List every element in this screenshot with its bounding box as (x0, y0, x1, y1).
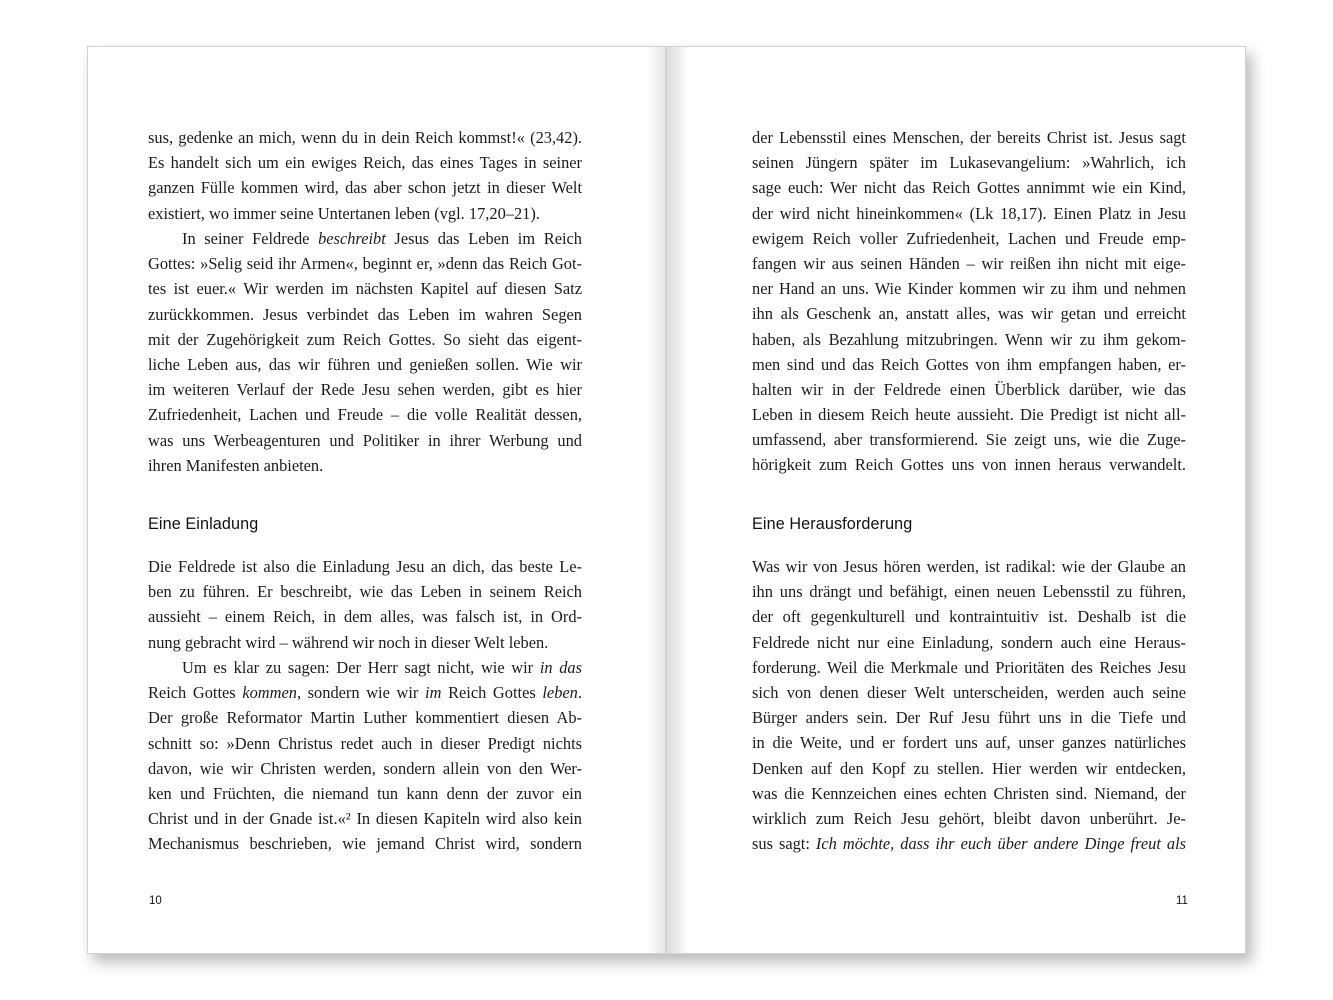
text-line: Feldrede nicht nur eine Einladung, sondern auch eine Heraus- (752, 632, 1186, 652)
text-line: Die Feldrede ist also die Einladung Jesu an dich, das beste Le- (148, 557, 582, 576)
text-line: der Lebensstil eines Menschen, der bereits Christ ist. Jesus sagt (752, 128, 1186, 147)
text-line: Christ und in der Gnade ist.«² In diesen Kapiteln wird also kein (148, 809, 582, 829)
text-line: der oft gegenkulturell und kontraintuitiv ist. Deshalb ist die (752, 607, 1186, 627)
text-line: Um es klar zu sagen: Der Herr sagt nicht, wie wir in das (182, 658, 582, 677)
text-line: In seiner Feldrede beschreibt Jesus das Leben im Reich (182, 229, 582, 248)
text-line: Leben in diesem Reich heute aussieht. Die Predigt ist nicht all- (752, 405, 1186, 425)
left-paragraph-1 (148, 125, 582, 226)
text-line: was uns Werbeagenturen und Politiker in ihrer Werbung und (148, 430, 582, 450)
text-line: ken und Früchten, die niemand tun kann denn der zuvor ein (148, 783, 582, 803)
right-paragraph-2 (752, 554, 1186, 856)
text-line: ihren Manifesten anbieten. (148, 455, 324, 475)
text-line: Es handelt sich um ein ewiges Reich, das eines Tages in seiner (148, 153, 582, 173)
text-line: Denken auf den Kopf zu stellen. Hier werden wir entdecken, (752, 758, 1186, 778)
text-line: hörigkeit zum Reich Gottes uns von innen heraus verwandelt. (752, 455, 1186, 475)
text-line: ner Hand an uns. Wie Kinder kommen wir zu ihm und nehmen (752, 279, 1186, 299)
text-line: Zufriedenheit, Lachen und Freude – die volle Realität dessen, (148, 405, 582, 425)
text-line: sus, gedenke an mich, wenn du in dein Reich kommst!« (23,42). (148, 128, 582, 147)
left-paragraph-3 (148, 554, 582, 655)
text-line: sage euch: Wer nicht das Reich Gottes annimmt wie ein Kind, (752, 178, 1186, 198)
text-line: aussieht – einem Reich, in dem alles, was falsch ist, in Ord- (148, 607, 582, 627)
text-line: Gottes: »Selig seid ihr Armen«, beginnt er, »denn das Reich Got- (148, 254, 582, 274)
text-line: davon, wie wir Christen werden, sondern allein von den Wer- (148, 758, 582, 778)
text-line: mit der Zugehörigkeit zum Reich Gottes. So sieht das eigent- (148, 329, 582, 349)
text-line: Mechanismus beschrieben, wie jemand Christ wird, sondern (148, 834, 582, 854)
text-line: fangen wir aus seinen Händen – wir reißen ihn nicht mit eige- (752, 253, 1186, 273)
gutter-shadow (647, 47, 665, 953)
text-line: ihn uns drängt und befähigt, einen neuen Lebensstil zu führen, (752, 582, 1186, 602)
text-line: haben, als Bezahlung mitzubringen. Wenn wir zu ihm gekom- (752, 329, 1186, 349)
text-line: Was wir von Jesus hören werden, ist radikal: wie der Glaube an (752, 557, 1186, 576)
text-line: zurückkommen. Jesus verbindet das Leben im wahren Segen (148, 304, 582, 324)
left-paragraph-2 (148, 226, 582, 478)
page-number-right: 11 (1176, 895, 1188, 907)
text-line: ben zu führen. Er beschreibt, wie das Leben in seinem Reich (148, 582, 582, 602)
right-paragraph-1 (752, 125, 1186, 478)
text-line: wirklich zum Reich Jesu gehört, bleibt davon unberührt. Je- (752, 808, 1186, 828)
text-line: Der große Reformator Martin Luther kommentiert diesen Ab- (148, 708, 582, 728)
text-line: umfassend, aber transformierend. Sie zeigt uns, wie die Zuge- (752, 430, 1186, 450)
text-line: im weiteren Verlauf der Rede Jesu sehen werden, gibt es hier (148, 380, 582, 400)
text-line: liche Leben aus, das wir führen und genießen sollen. Wie wir (148, 354, 582, 374)
text-line: nung gebracht wird – während wir noch in dieser Welt leben. (148, 632, 549, 652)
text-line: seinen Jüngern später im Lukasevangelium: »Wahrlich, ich (752, 153, 1186, 173)
text-line: was die Kennzeichen eines echten Christen sind. Niemand, der (752, 783, 1186, 803)
text-line: forderung. Weil die Merkmale und Prioritäten des Reiches Jesu (752, 657, 1186, 677)
text-line: sich von denen dieser Welt unterscheiden, werden auch seine (752, 682, 1186, 702)
text-line: men sind und das Reich Gottes von ihm empfangen haben, er- (752, 354, 1186, 374)
left-page (87, 46, 666, 954)
text-line: der wird nicht hineinkommen« (Lk 18,17). Einen Platz in Jesu (752, 203, 1186, 223)
text-line: Bürger anders sein. Der Ruf Jesu führt uns in die Tiefe und (752, 708, 1186, 728)
text-line: ihn als Geschenk an, anstatt alles, was wir getan und erreicht (752, 304, 1186, 324)
book-spread (87, 46, 1246, 954)
text-line: schnitt so: »Denn Christus redet auch in dieser Predigt nichts (148, 733, 582, 753)
text-line: ewigem Reich voller Zufriedenheit, Lachen und Freude emp- (752, 228, 1186, 248)
section-heading-einladung: Eine Einladung (148, 515, 259, 533)
left-paragraph-4 (148, 655, 582, 857)
text-line: sus sagt: Ich möchte, dass ihr euch über andere Dinge freut als (752, 834, 1186, 854)
text-line: ganzen Fülle kommen wird, das aber schon jetzt in dieser Welt (148, 178, 582, 198)
gutter-shadow (667, 47, 689, 953)
right-page (666, 46, 1246, 954)
page-number-left: 10 (149, 895, 162, 907)
text-line: halten wir in der Feldrede einen Überblick darüber, wie das (752, 379, 1186, 399)
text-line: existiert, wo immer seine Untertanen leben (vgl. 17,20–21). (148, 203, 540, 223)
text-line: Reich Gottes kommen, sondern wie wir im Reich Gottes leben. (148, 683, 582, 703)
text-line: tes ist euer.« Wir werden im nächsten Kapitel auf diesen Satz (148, 279, 582, 299)
section-heading-herausforderung: Eine Herausforderung (752, 515, 913, 533)
text-line: in die Weite, und er fordert uns auf, unser ganzes natürliches (752, 733, 1186, 753)
